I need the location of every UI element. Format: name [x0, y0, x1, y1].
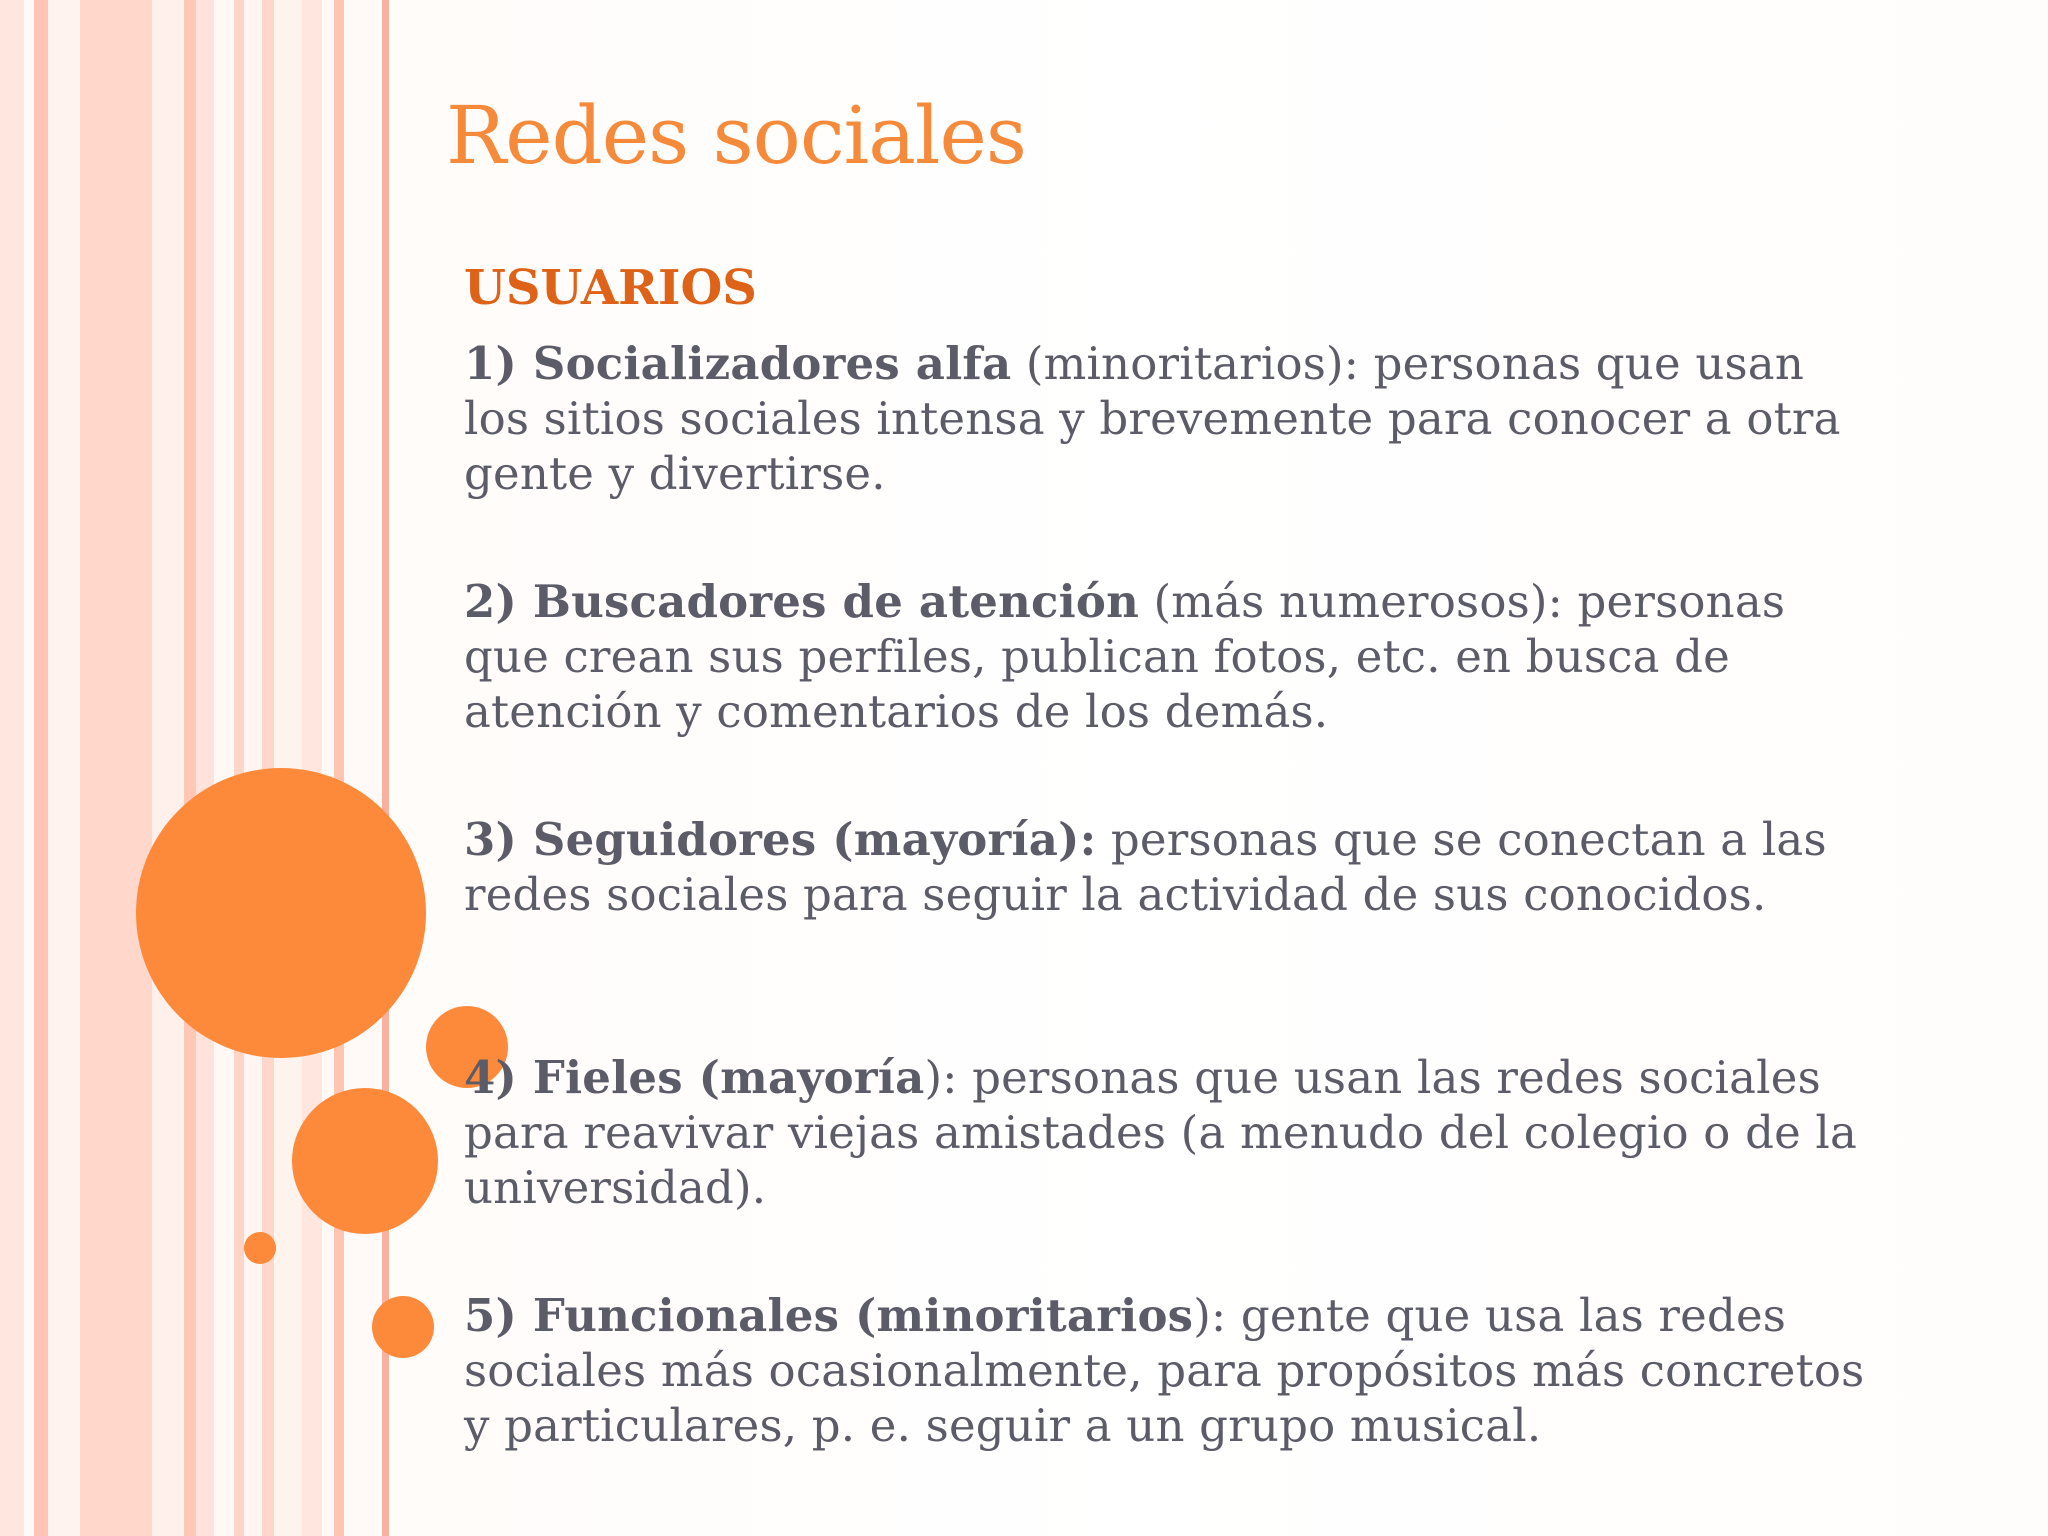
- stripe-pale-2: [48, 0, 80, 1536]
- section-heading: USUARIOS: [464, 260, 757, 316]
- decorative-tiny-circle: [244, 1232, 276, 1264]
- decorative-medium-circle: [292, 1088, 438, 1234]
- stripe-outer-light: [0, 0, 24, 1536]
- stripe-mid-2: [234, 0, 244, 1536]
- stripe-thin-white: [24, 0, 34, 1536]
- stripe-mid-1: [196, 0, 214, 1536]
- list-item-4: [464, 1050, 1874, 1215]
- list-item-2-text: (más numerosos): personas que crean sus perfiles, publican fotos, etc. en busca de atención y comentarios de los demás.: [464, 575, 1786, 738]
- list-item-2: [464, 574, 1874, 739]
- list-item-3-text: personas que se conectan a las redes sociales para seguir la actividad de sus conocidos.: [464, 813, 1827, 921]
- list-item-3: [464, 812, 1874, 922]
- stripe-strong-1: [34, 0, 48, 1536]
- stripe-strong-3: [334, 0, 344, 1536]
- list-item-1: [464, 336, 1874, 501]
- list-item-3-label: 3) Seguidores (mayoría):: [464, 813, 1097, 866]
- decorative-large-circle: [136, 768, 426, 1058]
- stripe-pale-4: [214, 0, 234, 1536]
- list-item-2-label: 2) Buscadores de atención: [464, 575, 1140, 628]
- stripe-pale-8: [322, 0, 334, 1536]
- stripe-strong-2: [184, 0, 196, 1536]
- list-item-1-label: 1) Socializadores alfa: [464, 337, 1012, 390]
- stripe-pale-3: [152, 0, 184, 1536]
- list-item-4-text: ): personas que usan las redes sociales para reavivar viejas amistades (a menudo del colegio o de la universidad).: [464, 1051, 1858, 1214]
- stripe-pale-5: [244, 0, 262, 1536]
- list-item-5-label: 5) Funcionales (minoritarios: [464, 1289, 1194, 1342]
- slide-title: Redes sociales: [446, 89, 1026, 182]
- stripe-pale-9: [344, 0, 382, 1536]
- stripe-wide-light: [80, 0, 152, 1536]
- stripe-light-7: [302, 0, 322, 1536]
- decorative-small-circle-bottom: [372, 1296, 434, 1358]
- list-item-1-text: (minoritarios): personas que usan los sitios sociales intensa y brevemente para conocer a otra gente y divertirse.: [464, 337, 1841, 500]
- list-item-4-label: 4) Fieles (mayoría: [464, 1051, 925, 1104]
- list-item-5: [464, 1288, 1874, 1453]
- list-item-5-text: ): gente que usa las redes sociales más ocasionalmente, para propósitos más concretos y particulares, p. e. seguir a un grupo musical.: [464, 1289, 1865, 1452]
